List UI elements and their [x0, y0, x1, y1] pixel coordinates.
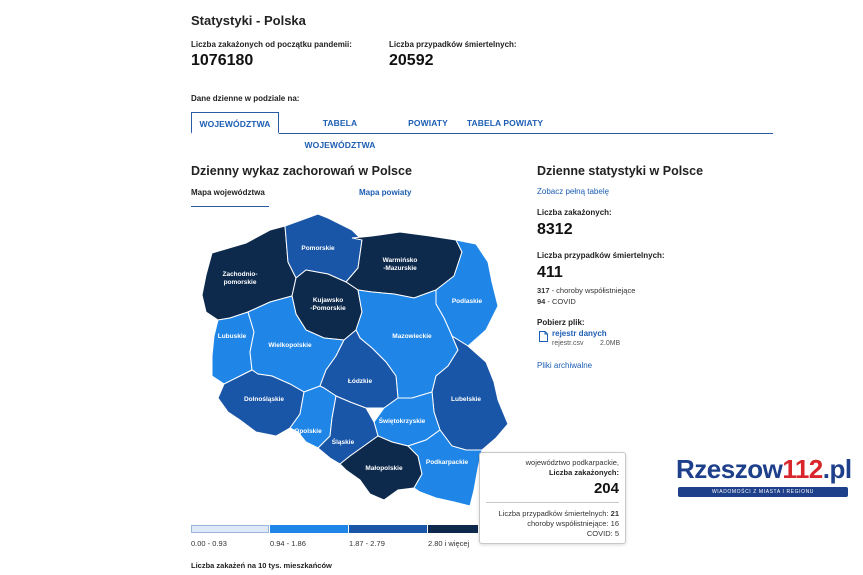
tooltip-divider [486, 502, 619, 503]
tab-tabela-powiaty[interactable]: TABELA POWIATY [466, 118, 544, 128]
subtab-mapa-powiaty[interactable]: Mapa powiaty [359, 188, 412, 197]
legend-swatch-2 [270, 525, 348, 533]
rzeszow112-logo [676, 454, 852, 500]
logo-tld: .pl [822, 454, 852, 484]
full-table-link[interactable]: Zobacz pełną tabelę [537, 187, 610, 196]
daily-deaths-label: Liczba przypadków śmiertelnych: [537, 251, 665, 260]
label-mazowieckie: Mazowieckie [392, 333, 432, 340]
label-lubelskie: Lubelskie [451, 396, 481, 403]
logo-wordmark [676, 454, 852, 484]
daily-cases-value: 8312 [537, 221, 573, 238]
label-lodzkie: Łódzkie [347, 378, 373, 385]
tooltip-covid-row [587, 529, 619, 538]
daily-covid-text: - COVID [545, 297, 576, 306]
tab-tabela-wojewodztwa[interactable]: TABELA WOJEWÓDZTWA [304, 118, 376, 150]
label-opolskie: Opolskie [294, 428, 322, 435]
label-warminsko-1: Warmińsko [382, 257, 418, 264]
label-podkarpackie: Podkarpackie [425, 459, 469, 466]
legend-label-4: 2.80 i więcej [428, 539, 470, 548]
tooltip-covid-value: 5 [614, 529, 619, 538]
logo-main: zeszow [694, 454, 783, 484]
tab-wojewodztwa[interactable]: WOJEWÓDZTWA [191, 112, 279, 134]
total-deaths-value: 20592 [389, 52, 434, 69]
logo-tagline: WIADOMOŚCI Z MIASTA I REGIONU [711, 489, 815, 495]
tooltip-deaths-label: Liczba przypadków śmiertelnych: [498, 509, 609, 518]
download-label: Pobierz plik: [537, 318, 585, 327]
daily-stats-title: Dzienne statystyki w Polsce [537, 164, 704, 178]
logo-number: 112 [782, 454, 823, 484]
subtab-mapa-wojewodztwa[interactable]: Mapa województwa [191, 188, 265, 197]
daily-comorbid-count: 317 [537, 286, 550, 295]
logo-prefix: R [676, 454, 695, 484]
label-podlaskie: Podlaskie [451, 298, 483, 305]
tooltip-covid-label: COVID: [586, 529, 613, 538]
label-swietokrzyskie: Świętokrzyskie [378, 418, 426, 425]
tooltip-comorbid-row [527, 519, 619, 528]
label-lubuskie: Lubuskie [217, 333, 247, 340]
file-icon [539, 331, 548, 342]
legend-label-2: 0.94 - 1.86 [270, 539, 306, 548]
file-name: rejestr.csv [552, 340, 584, 347]
daily-covid-row [537, 297, 576, 306]
tooltip-deaths-row [499, 509, 619, 518]
tab-powiaty[interactable]: POWIATY [408, 118, 448, 128]
legend-swatch-3 [349, 525, 427, 533]
legend-label-1: 0.00 - 0.93 [191, 539, 227, 548]
tooltip-comorbid-value: 16 [610, 519, 619, 528]
tooltip-comorbid-label: choroby współistniejące: [527, 519, 609, 528]
label-zachodniopomorskie-2: pomorskie [223, 279, 257, 286]
legend-label-3: 1.87 - 2.79 [349, 539, 385, 548]
label-pomorskie: Pomorskie [301, 245, 335, 252]
page-title: Statystyki - Polska [191, 13, 306, 28]
label-zachodniopomorskie-1: Zachodnio- [222, 271, 258, 278]
map-section-title: Dzienny wykaz zachorowań w Polsce [191, 164, 412, 178]
label-dolnoslaskie: Dolnośląskie [243, 396, 285, 403]
archive-files-link[interactable]: Pliki archiwalne [537, 361, 593, 370]
daily-deaths-value: 411 [537, 264, 563, 281]
label-wielkopolskie: Wielkopolskie [268, 342, 312, 349]
label-kujawsko-2: -Pomorskie [310, 305, 346, 312]
label-slaskie: Śląskie [331, 439, 355, 446]
daily-covid-count: 94 [537, 297, 546, 306]
daily-comorbid-text: - choroby współistniejące [549, 286, 636, 295]
label-warminsko-2: -Mazurskie [383, 265, 417, 272]
daily-comorbid-row [537, 286, 635, 295]
tooltip-cases-label: Liczba zakażonych: [548, 468, 619, 477]
daily-cases-label: Liczba zakażonych: [537, 208, 612, 217]
daily-breakdown-label: Dane dzienne w podziale na: [191, 94, 300, 103]
total-cases-label: Liczba zakażonych od początku pandemii: [191, 40, 352, 49]
label-kujawsko-1: Kujawsko [312, 297, 344, 304]
total-deaths-label: Liczba przypadków śmiertelnych: [389, 40, 517, 49]
tooltip-region: województwo podkarpackie, [525, 458, 619, 467]
registry-data-link[interactable]: rejestr danych [552, 329, 607, 338]
label-malopolskie: Małopolskie [365, 465, 403, 472]
legend-caption: Liczba zakażeń na 10 tys. mieszkańców [191, 561, 332, 570]
legend-swatch-1 [191, 525, 269, 533]
total-cases-value: 1076180 [191, 52, 254, 69]
tooltip-cases-value: 204 [593, 480, 619, 497]
file-size: 2.0MB [600, 340, 621, 347]
legend-swatch-4 [428, 525, 478, 533]
tooltip-deaths-value: 21 [610, 509, 619, 518]
region-tooltip [479, 452, 626, 544]
